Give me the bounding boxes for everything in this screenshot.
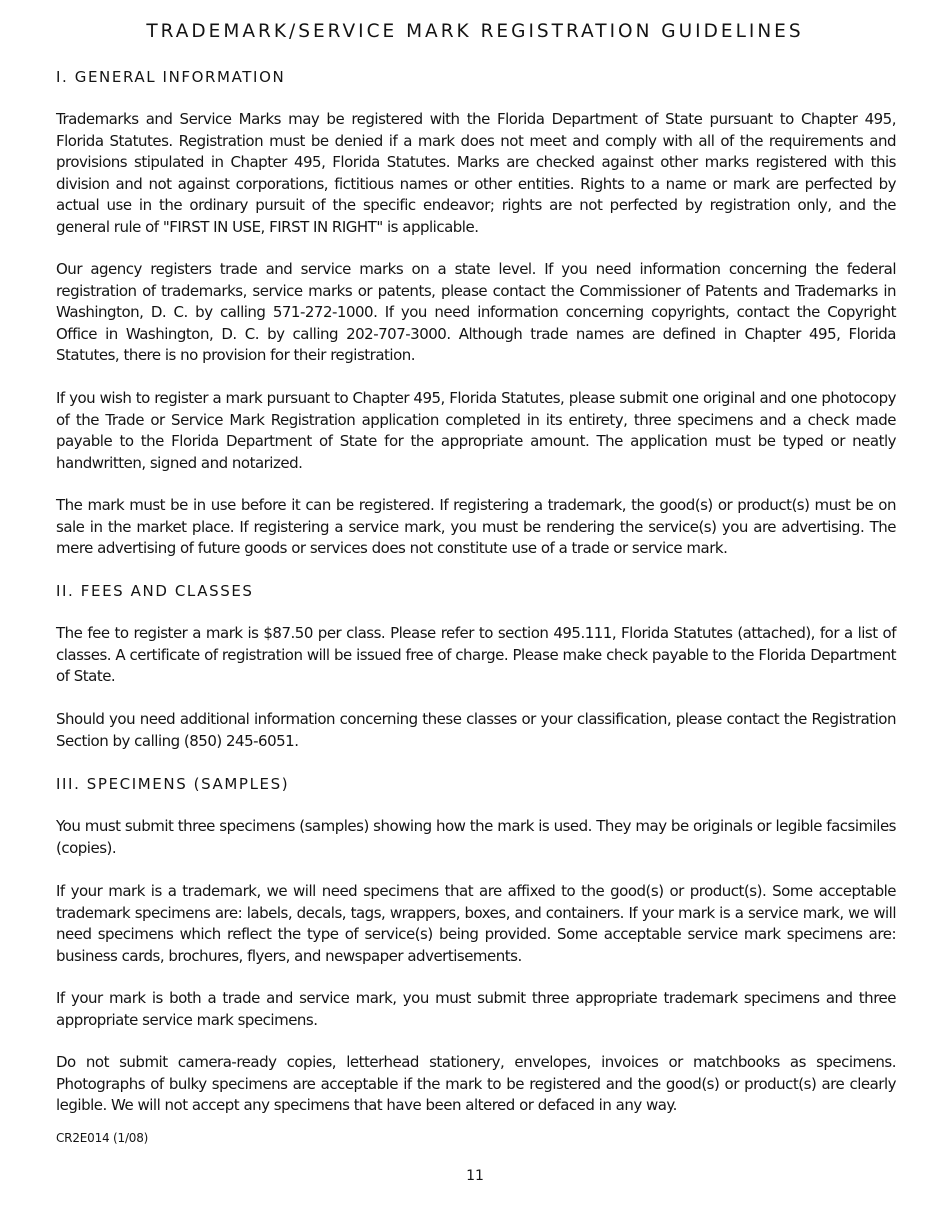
paragraph-general-information-1: Trademarks and Service Marks may be registered with the Florida Department of State pursuant to Chapter 495, Florida Statutes. Registration must be denied if a mark does not meet and comply with all of the requirements and provisions stipulated in Chapter 495, Florida Statutes. Marks are checked against other marks registered with this division and not against corporations, fictitious names or other entities. Rights to a name or mark are perfected by actual use in the ordinary pursuit of the specific endeavor; rights are not perfected by registration only, and the general rule of "FIRST IN USE, FIRST IN RIGHT" is applicable. xyxy=(56,110,896,236)
paragraph-specimens-4: Do not submit camera-ready copies, letterhead stationery, envelopes, invoices or matchbooks as specimens. Photographs of bulky specimens are acceptable if the mark to be registered and the good(s) or product(s) are clearly legible. We will not accept any specimens that have been altered or defaced in any way. xyxy=(56,1053,896,1114)
paragraph-general-information-3: If you wish to register a mark pursuant to Chapter 495, Florida Statutes, please submit one original and one photocopy of the Trade or Service Mark Registration application completed in its entirety, three specimens and a check made payable to the Florida Department of State for the appropriate amount. The application must be typed or neatly handwritten, signed and notarized. xyxy=(56,389,896,472)
page-title: TRADEMARK/SERVICE MARK REGISTRATION GUIDELINES xyxy=(146,21,804,42)
paragraph-fees-2: Should you need additional information concerning these classes or your classification, please contact the Registration Section by calling (850) 245-6051. xyxy=(56,710,896,750)
paragraph-specimens-2: If your mark is a trademark, we will need specimens that are affixed to the good(s) or product(s). Some acceptable trademark specimens are: labels, decals, tags, wrappers, boxes, and containers. If your mark is a service mark, we will need specimens which reflect the type of service(s) being provided. Some acceptable service mark specimens are: business cards, brochures, flyers, and newspaper advertisements. xyxy=(56,882,896,965)
paragraph-specimens-3: If your mark is both a trade and service mark, you must submit three appropriate trademark specimens and three appropriate service mark specimens. xyxy=(56,989,896,1029)
paragraph-specimens-1: You must submit three specimens (samples) showing how the mark is used. They may be originals or legible facsimiles (copies). xyxy=(56,817,896,857)
section-heading-specimens: III. SPECIMENS (SAMPLES) xyxy=(56,775,290,793)
paragraph-fees-1: The fee to register a mark is $87.50 per class. Please refer to section 495.111, Florida Statutes (attached), for a list of classes. A certificate of registration will be issued free of charge. Please make check payable to the Florida Department of State. xyxy=(56,624,896,685)
section-heading-general-information: I. GENERAL INFORMATION xyxy=(56,68,286,86)
form-code: CR2E014 (1/08) xyxy=(56,1131,149,1145)
paragraph-general-information-4: The mark must be in use before it can be registered. If registering a trademark, the good(s) or product(s) must be on sale in the market place. If registering a service mark, you must be rendering the service(s) you are advertising. The mere advertising of future goods or services does not constitute use of a trade or service mark. xyxy=(56,496,896,557)
page-number: 11 xyxy=(466,1168,484,1184)
paragraph-general-information-2: Our agency registers trade and service marks on a state level. If you need information concerning the federal registration of trademarks, service marks or patents, please contact the Commissioner of Patents and Trademarks in Washington, D. C. by calling 571-272-1000. If you need information concerning copyrights, contact the Copyright Office in Washington, D. C. by calling 202-707-3000. Although trade names are defined in Chapter 495, Florida Statutes, there is no provision for their registration. xyxy=(56,260,896,364)
section-heading-fees-and-classes: II. FEES AND CLASSES xyxy=(56,582,254,600)
